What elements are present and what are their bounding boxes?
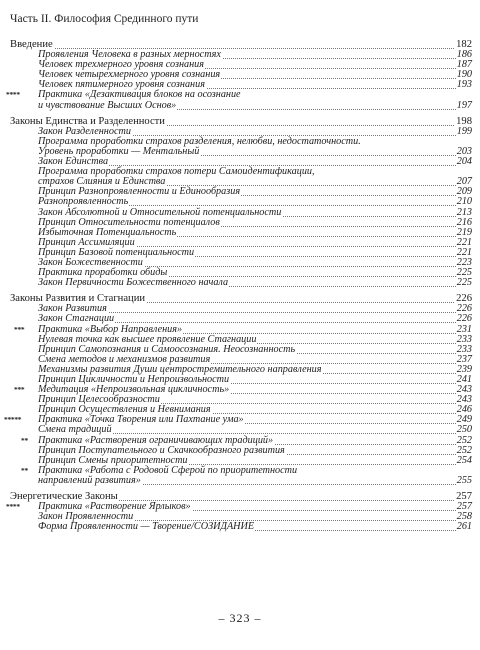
toc-page-number: 261 <box>456 521 472 533</box>
toc-page-number: 257 <box>456 491 472 503</box>
toc-entry-title: Принцип Базовой потенциальности <box>38 246 195 258</box>
toc-entry-title: Практика «Точка Творения или Пахтание ума» <box>38 414 244 426</box>
toc-entry[interactable] <box>0 101 480 111</box>
toc-page-number: 198 <box>456 115 472 127</box>
toc-entry-title: Человек четырехмерного уровня сознания <box>38 69 221 81</box>
toc-entry-title: Законы Развития и Стагнации <box>10 293 146 305</box>
toc-entry-title: Закон Единства <box>38 156 109 168</box>
toc-entry-title: Нулевая точка как высшее проявление Стагнации <box>38 333 257 345</box>
toc-entry-title: Практика «Растворение Ярлыков» <box>38 501 191 513</box>
table-of-contents <box>0 40 480 532</box>
toc-page-number: 225 <box>456 267 472 279</box>
toc-page-number: 213 <box>456 206 472 218</box>
toc-entry-title: Уровень проработки — Ментальный <box>38 145 200 157</box>
toc-entry-title: и чувствование Высших Основ» <box>38 99 177 111</box>
toc-entry[interactable] <box>0 522 480 532</box>
toc-page-number: 226 <box>456 293 472 305</box>
toc-entry-title: Избыточная Потенциальность <box>38 226 177 238</box>
toc-entry-title: Практика «Работа с Родовой Сферой по приоритетности <box>38 464 298 476</box>
toc-page-number: 231 <box>456 323 472 335</box>
toc-entry-title: Энергетические Законы <box>10 491 118 503</box>
toc-page-number: 221 <box>456 236 472 248</box>
toc-page-number: 226 <box>456 313 472 325</box>
toc-entry-title: Смена традиций <box>38 424 112 436</box>
toc-page-number: 199 <box>456 125 472 137</box>
difficulty-stars: ** <box>21 465 28 475</box>
toc-page-number: 207 <box>456 176 472 188</box>
toc-entry-title: Практика «Растворения ограничивающих традиций» <box>38 434 274 446</box>
toc-entry-title: Закон Абсолютной и Относительной потенциальности <box>38 206 282 218</box>
toc-page-number: 226 <box>456 303 472 315</box>
toc-entry[interactable] <box>0 476 480 486</box>
toc-page-number: 243 <box>456 394 472 406</box>
toc-entry-title: Форма Проявленности — Творение/СОЗИДАНИЕ <box>38 521 255 533</box>
toc-page-number: 219 <box>456 226 472 238</box>
toc-entry-title: Принцип Разнопроявленности и Единообразия <box>38 186 241 198</box>
difficulty-stars: *** <box>14 324 25 334</box>
toc-page-number: 216 <box>456 216 472 228</box>
toc-entry-title: Практика «Дезактивация блоков на осознание <box>38 89 241 101</box>
toc-entry-title: Принцип Целесообразности <box>38 394 160 406</box>
toc-page-number: 193 <box>456 79 472 91</box>
toc-page-number: 233 <box>456 343 472 355</box>
toc-page-number: 233 <box>456 333 472 345</box>
toc-entry-title: Практика проработки обиды <box>38 267 168 279</box>
difficulty-stars: ** <box>21 435 28 445</box>
toc-page-number: 197 <box>456 99 472 111</box>
toc-entry[interactable] <box>0 278 480 288</box>
toc-entry-title: Принцип Ассимиляции <box>38 236 135 248</box>
toc-page-number: 252 <box>456 444 472 456</box>
toc-page-number: 241 <box>456 374 472 385</box>
toc-page-number: 187 <box>456 59 472 71</box>
toc-entry-title: Принцип Смены приоритетности <box>38 454 188 466</box>
running-header: Часть II. Философия Срединного пути <box>10 13 199 25</box>
toc-page-number: 225 <box>456 277 472 289</box>
toc-page-number: 250 <box>456 424 472 436</box>
toc-entry-title: направлений развития» <box>38 474 141 486</box>
toc-page-number: 237 <box>456 353 472 365</box>
toc-entry-title: Смена методов и механизмов развития <box>38 353 211 365</box>
difficulty-stars: *** <box>14 385 25 395</box>
toc-page-number: 258 <box>456 511 472 523</box>
toc-entry-title: Медитация «Непроизвольная цикличность» <box>38 384 230 396</box>
toc-page-number: 243 <box>456 384 472 396</box>
toc-entry-title: Принцип Поступательного и Скачкообразного развития <box>38 444 285 456</box>
toc-page-number: 239 <box>456 363 472 375</box>
toc-page-number: 223 <box>456 256 472 268</box>
toc-entry-title: Человек трехмерного уровня сознания <box>38 59 205 71</box>
toc-entry-title: Программа проработки страхов разделения, нелюбви, недостаточности. <box>38 135 361 147</box>
toc-entry-title: Проявления Человека в разных мерностях <box>38 49 221 61</box>
toc-page-number: 204 <box>456 156 472 168</box>
toc-entry-title: Принцип Цикличности и Непроизвольности <box>38 374 230 385</box>
toc-page-number: 257 <box>456 501 472 513</box>
toc-entry-title: Закон Развития <box>38 303 107 315</box>
toc-page-number: 254 <box>456 454 472 466</box>
toc-entry-title: Введение <box>10 39 53 50</box>
toc-page-number: 221 <box>456 246 472 258</box>
toc-page-number: 190 <box>456 69 472 81</box>
toc-entry-title: Программа проработки страхов потери Самоидентификации, <box>38 166 315 178</box>
toc-entry-title: Разнопроявленность <box>38 196 129 208</box>
toc-entry-title: Закон Божественности <box>38 256 143 268</box>
toc-entry-title: Закон Стагнации <box>38 313 115 325</box>
toc-entry-title: Закон Первичности Божественного начала <box>38 277 229 289</box>
toc-page-number: 249 <box>456 414 472 426</box>
toc-entry-title: Закон Разделенности <box>38 125 131 137</box>
toc-entry-title: Принцип Относительности потенциалов <box>38 216 220 228</box>
toc-entry-title: Механизмы развития Души центростремительного направления <box>38 363 322 375</box>
toc-page-number: 203 <box>456 145 472 157</box>
toc-page-number: 255 <box>456 474 472 486</box>
toc-page-number: 252 <box>456 434 472 446</box>
toc-page-number: 182 <box>456 39 472 50</box>
toc-entry-title: Практика «Выбор Направления» <box>38 323 183 335</box>
difficulty-stars: ***** <box>4 415 22 425</box>
toc-entry-title: Человек пятимерного уровня сознания <box>38 79 205 91</box>
toc-entry-title: страхов Слияния и Единства <box>38 176 166 188</box>
difficulty-stars: **** <box>6 502 20 512</box>
toc-entry-title: Принцип Самопознания и Самоосознания. Неосознанность <box>38 343 296 355</box>
toc-entry-title: Закон Проявленности <box>38 511 134 523</box>
page-number: – 323 – <box>218 611 262 625</box>
toc-entry-title: Принцип Осуществления и Невнимания <box>38 404 211 416</box>
difficulty-stars: **** <box>6 90 20 100</box>
toc-page-number: 210 <box>456 196 472 208</box>
toc-page-number: 246 <box>456 404 472 416</box>
toc-entry-title: Законы Единства и Разделенности <box>10 115 165 127</box>
toc-page-number: 186 <box>456 49 472 61</box>
toc-page-number: 209 <box>456 186 472 198</box>
